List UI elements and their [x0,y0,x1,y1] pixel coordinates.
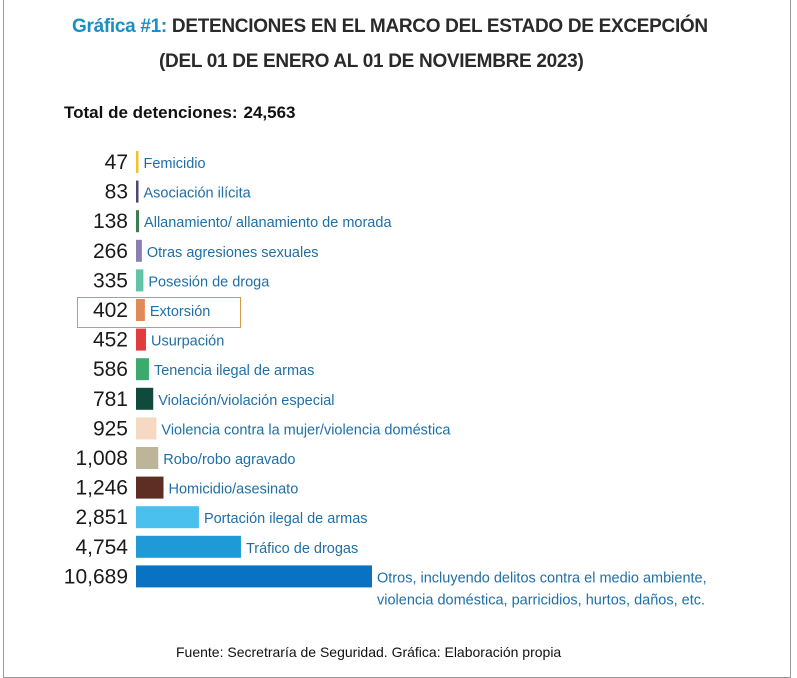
bar [136,299,145,321]
value-label: 47 [104,151,128,174]
category-label: Portación ilegal de armas [203,511,368,528]
value-label: 586 [92,358,128,382]
bar [136,329,146,351]
chart-number-label: Gráfica #1: [72,16,167,37]
category-label: Otros, incluyendo delitos contra el medio ambiente, [377,570,707,587]
category-label: violencia doméstica, parricidios, hurtos, daños, etc. [377,592,706,609]
category-label: Asociación ilícita [143,185,251,202]
category-label: Violación/violación especial [158,392,335,409]
value-label: 138 [92,210,128,234]
value-label: 2,851 [75,506,128,530]
value-label: 452 [92,328,128,352]
bar [136,388,153,410]
category-label: Robo/robo agravado [163,452,296,468]
total-value: 24,563 [243,103,296,122]
source-footnote: Fuente: Secretraría de Seguridad. Gráfica: Elaboración propia [176,644,562,660]
bar [136,181,139,203]
category-label: Allanamiento/ allanamiento de morada [144,215,392,232]
category-label: Extorsión [149,304,211,320]
value-label: 83 [104,180,128,204]
value-label: 4,754 [75,535,128,559]
total-label: Total de detenciones: [64,103,238,122]
bar [136,565,372,587]
value-label: 266 [92,239,128,263]
value-label: 335 [92,269,128,293]
category-label: Posesión de droga [148,274,270,291]
bar [136,506,199,528]
chart-subtitle: (DEL 01 DE ENERO AL 01 DE NOVIEMBRE 2023) [159,51,584,72]
category-label: Tráfico de drogas [245,540,359,557]
category-label: Homicidio/asesinato [168,481,299,498]
bar [136,269,143,291]
category-label: Otras agresiones sexuales [146,244,319,261]
category-label: Tenencia ilegal de armas [153,363,315,380]
value-label: 1,008 [75,447,128,470]
bar [136,447,158,469]
bar [136,240,142,262]
value-label: 402 [92,299,128,322]
value-label: 781 [92,387,128,411]
category-label: Violencia contra la mujer/violencia doméstica [161,422,451,439]
category-label: Femicidio [143,156,206,172]
bar [136,417,156,439]
value-label: 1,246 [75,476,128,500]
category-label: Usurpación [150,333,225,350]
bar [136,358,149,380]
bar [136,151,139,173]
bar [136,210,139,232]
chart-title-text: DETENCIONES EN EL MARCO DEL ESTADO DE EXCEPCIÓN [171,16,708,37]
value-label: 925 [92,417,128,441]
bar [136,477,164,499]
value-label: 10,689 [63,565,128,589]
bar [136,536,241,558]
